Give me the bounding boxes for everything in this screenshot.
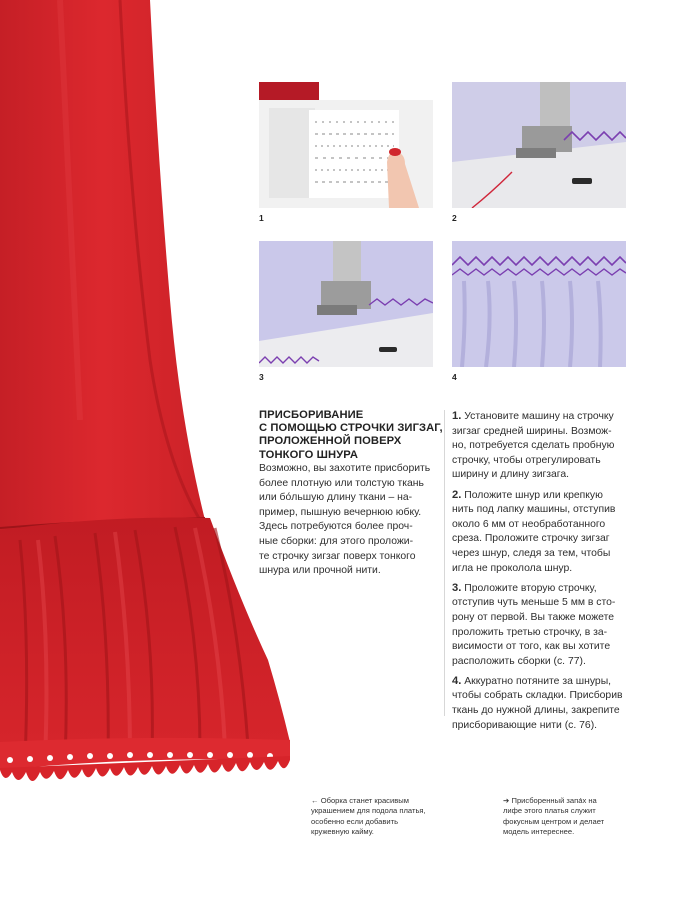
photo-gathered-fabric [452,241,626,367]
step-text: Положите шнур или крепкую [461,489,603,501]
photo-stitch-selector [259,82,433,208]
title-line: ПРОЛОЖЕННОЙ ПОВЕРХ [259,435,402,448]
step-number: 2. [452,488,462,501]
arrow-left-icon: ← [311,796,319,805]
photo-second-row-stitch [259,241,433,367]
step-text: проложить третью строчку, в за- [452,626,608,638]
step-number: 1. [452,410,462,422]
intro-line: Возможно, вы захотите присборить [259,463,431,474]
section-title [259,409,449,462]
step-number: 4. [452,674,462,687]
step-text: отступив чуть меньше 5 мм в сто- [452,597,616,609]
arrow-right-icon: ➔ [503,796,510,805]
intro-line: Здесь потребуются более проч- [259,521,413,533]
title-line: ПРИСБОРИВАНИЕ [259,409,364,421]
photo-number: 3 [259,372,264,382]
title-line: С ПОМОЩЬЮ СТРОЧКИ ЗИГЗАГ, [259,422,443,435]
step-text: но, потребуется сделать пробную [452,440,615,452]
step-item [452,488,642,577]
caption-text: лифе этого платья служит [503,806,596,816]
caption-right [503,796,604,838]
caption-text: Оборка станет красивым [318,796,409,805]
step-item [452,581,642,670]
step-text: зигзаг средней ширины. Возмож- [452,425,612,437]
intro-line: более плотную или толстую ткань [259,477,424,489]
photo-presser-foot-zigzag [452,82,626,208]
step-text: около 6 мм от необработанного [452,518,606,530]
caption-text: кружевную кайму. [311,827,374,837]
photo-number: 1 [259,213,264,223]
caption-left [311,796,426,838]
step-text: присборивающие нити (с. 76). [452,719,598,731]
title-line: ТОНКОГО ШНУРА [259,448,359,461]
photo-number: 4 [452,372,457,382]
step-text: Установите машину на строчку [461,411,614,422]
caption-text: фокусным центром и делает [503,816,605,826]
step-text: нить под лапку машины, отступив [452,504,616,516]
red-skirt-photo [0,0,300,800]
intro-line: или бо́льшую длину ткани – на- [259,492,413,504]
caption-text: особенно если добавить [311,816,399,826]
step-text: ширину и длину зигзага. [452,469,569,481]
caption-text: модель интереснее. [503,827,575,837]
caption-text: украшением для подола платья, [311,806,426,816]
step-text: ткань до нужной длины, закрепите [452,705,620,717]
steps-list [452,409,642,738]
step-text: строчку, чтобы отрегулировать [452,454,601,466]
step-text: висимости от того, как вы хотите [452,641,611,653]
intro-line: пример, пышную вечернюю юбку. [259,506,422,518]
intro-line: шнура или прочной нити. [259,565,381,577]
step-text: игла не проколола шнур. [452,562,573,574]
step-number: 3. [452,581,462,594]
column-divider [444,410,445,716]
intro-line: те строчку зигзаг поверх тонкого [259,550,416,562]
step-text: среза. Проложите строчку зигзаг [452,533,610,545]
step-text: через шнур, следя за тем, чтобы [452,547,611,559]
caption-text: Присборенный запа́х на [509,796,597,805]
step-item [452,409,642,483]
intro-line: ные сборки: для этого проложи- [259,535,414,547]
photo-number: 2 [452,213,457,223]
step-text: Аккуратно потяните за шнуры, [461,675,612,687]
step-text: расположить сборки (с. 77). [452,655,586,667]
step-text: чтобы собрать складки. Присборив [452,690,623,702]
step-item [452,674,642,733]
step-text: Проложите вторую строчку, [461,582,597,594]
step-text: рону от первой. Вы также можете [452,611,614,623]
intro-paragraph [259,462,444,579]
